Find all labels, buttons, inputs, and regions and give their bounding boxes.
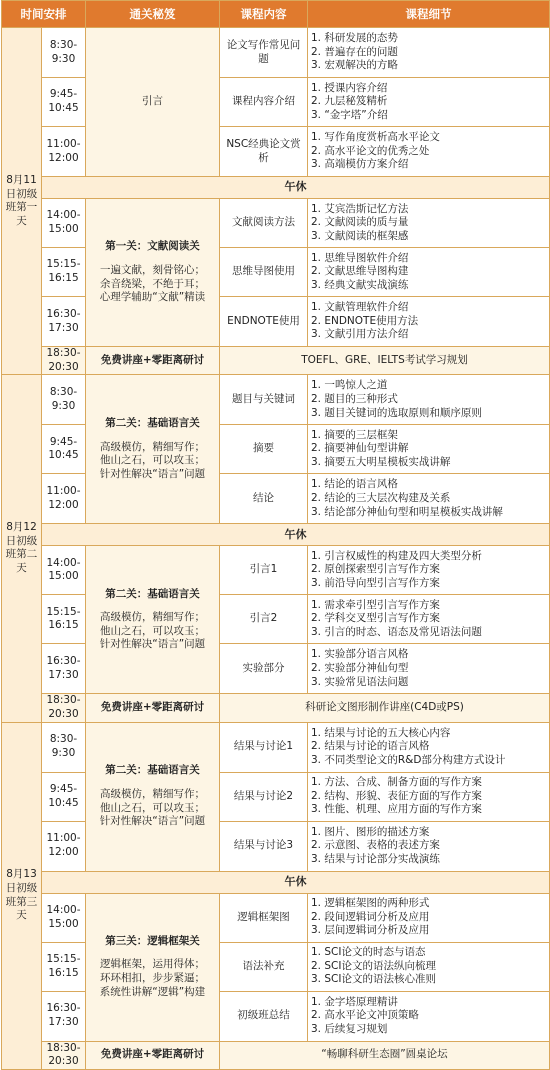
detail-item: 2. 文献阅读的质与量 [311,216,409,229]
time-slot: 15:15- 16:15 [42,248,86,297]
detail-item: 3. 宏观解决的方略 [311,59,398,72]
detail-item: 2. ENDNOTE使用方法 [311,314,419,327]
free-lecture-row [2,694,550,722]
detail-item: 2. SCI论文的语法纵向梳理 [311,959,436,972]
time-slot: 14:00- 15:00 [42,546,86,595]
detail-item: 2. 实验部分神仙句型 [311,661,409,674]
time-slot: 11:00- 12:00 [42,127,86,177]
time-slot: 14:00- 15:00 [42,893,86,942]
table-row [2,595,550,644]
detail-item: 1. 摘要的三层框架 [311,428,398,441]
tips-body: 逻辑框架，运用得体； 环环相扣，步步紧逼； 系统性讲解“逻辑”构建 [99,958,206,998]
detail-item: 2. 结论的三大层次构建及关系 [311,491,451,504]
detail-item: 3. 经典文献实战演练 [311,278,409,291]
detail-item: 2. 示意图、表格的表述方案 [311,839,440,852]
table-row [2,942,550,991]
detail-item: 1. 艾宾浩斯记忆方法 [311,202,409,215]
course-content: 结果与讨论1 [220,722,308,772]
table-row [2,248,550,297]
lunch-label: 午休 [42,177,550,199]
time-slot: 11:00- 12:00 [42,821,86,871]
time-slot: 8:30- 9:30 [42,28,86,78]
lunch-label: 午休 [42,524,550,546]
tips-cell [86,722,220,871]
detail-item: 2. 九层秘笈精析 [311,95,388,108]
lunch-row [2,524,550,546]
detail-item: 2. 高水平论文的优秀之处 [311,144,430,157]
schedule-body [2,28,550,1070]
table-row [2,199,550,248]
time-slot: 15:15- 16:15 [42,942,86,991]
course-content: 结论 [220,474,308,524]
detail-item: 2. 普遍存在的问题 [311,45,398,58]
free-lecture-row [2,1041,550,1069]
table-row [2,474,550,524]
free-lecture-label: 免费讲座+零距离研讨 [86,1041,220,1069]
free-lecture-label: 免费讲座+零距离研讨 [86,694,220,722]
day-label [2,722,42,1069]
detail-item: 1. 科研发展的态势 [311,32,398,45]
time-slot: 8:30- 9:30 [42,375,86,425]
detail-item: 1. 需求牵引型引言写作方案 [311,598,440,611]
course-content: ENDNOTE使用 [220,297,308,347]
course-details [308,991,550,1041]
detail-item: 1. 引言权威性的构建及四大类型分析 [311,549,482,562]
table-row [2,722,550,772]
course-content: 课程内容介绍 [220,78,308,127]
table-row [2,78,550,127]
detail-item: 3. “金字塔”介绍 [311,108,388,121]
table-row [2,772,550,821]
day-label [2,28,42,375]
course-details [308,893,550,942]
detail-item: 3. 高端模仿方案介绍 [311,158,409,171]
detail-item: 2. 摘要神仙句型讲解 [311,442,409,455]
detail-item: 1. 授课内容介绍 [311,81,388,94]
course-content: 引言2 [220,595,308,644]
detail-item: 2. 结果与讨论的语言风格 [311,740,430,753]
detail-item: 1. SCI论文的时态与语态 [311,946,426,959]
detail-item: 3. 文献阅读的框架感 [311,229,409,242]
detail-item: 2. 学科交叉型引言写作方案 [311,612,440,625]
course-details [308,375,550,425]
course-content: 摘要 [220,425,308,474]
course-content: 结果与讨论2 [220,772,308,821]
free-lecture-row [2,347,550,375]
tips-title: 第二关：基础语言关 [105,417,200,429]
tips-cell [86,893,220,1041]
course-content: NSC经典论文赏析 [220,127,308,177]
time-slot: 18:30- 20:30 [42,694,86,722]
table-row [2,425,550,474]
time-slot: 16:30- 17:30 [42,644,86,694]
course-content: 引言1 [220,546,308,595]
course-details [308,248,550,297]
tips-cell [86,199,220,347]
course-details [308,297,550,347]
course-details [308,722,550,772]
course-details [308,772,550,821]
lunch-row [2,177,550,199]
tips-title: 第一关：文献阅读关 [105,240,200,253]
tips-title: 第三关：逻辑框架关 [105,934,200,947]
header-row [2,1,550,28]
tips-body: 一遍文献，刻骨铭心； 余音绕梁，不绝于耳； 心理学辅助“文献”精读 [99,263,206,304]
table-row [2,28,550,78]
time-slot: 18:30- 20:30 [42,1041,86,1069]
time-slot: 16:30- 17:30 [42,991,86,1041]
course-details [308,199,550,248]
lunch-label: 午休 [42,871,550,893]
time-slot: 11:00- 12:00 [42,474,86,524]
tips-cell [86,375,220,524]
course-content: 语法补充 [220,942,308,991]
course-content: 文献阅读方法 [220,199,308,248]
detail-item: 2. 高水平论文冲顶策略 [311,1009,419,1022]
course-details [308,78,550,127]
course-details [308,942,550,991]
detail-item: 3. 实验常见语法问题 [311,675,409,688]
free-lecture-label: 免费讲座+零距离研讨 [86,347,220,375]
tips-cell [86,28,220,177]
day-label-text: 8月11日初级班第一天 [5,173,38,227]
schedule-table [1,0,550,1070]
tips-cell [86,546,220,694]
detail-item: 3. 结果与讨论部分实战演练 [311,852,440,865]
course-details [308,546,550,595]
course-content: 逻辑框架图 [220,893,308,942]
detail-item: 3. SCI论文的语法核心准则 [311,973,436,986]
detail-item: 1. 实验部分语言风格 [311,648,409,661]
header-content: 课程内容 [220,1,308,28]
detail-item: 1. 逻辑框架图的两种形式 [311,897,430,910]
detail-item: 2. 文献思维导图构建 [311,265,409,278]
detail-item: 2. 原创探索型引言写作方案 [311,563,440,576]
course-details [308,821,550,871]
time-slot: 8:30- 9:30 [42,722,86,772]
course-details [308,425,550,474]
course-details [308,127,550,177]
time-slot: 18:30- 20:30 [42,347,86,375]
time-slot: 14:00- 15:00 [42,199,86,248]
detail-item: 3. 不同类型论文的R&D部分构建方式设计 [311,753,506,766]
tips-body: 高级模仿，精细写作； 他山之石，可以攻玉； 针对性解决“语言”问题 [99,787,206,828]
free-lecture-topic: “畅聊科研生态圈”圆桌论坛 [220,1041,550,1069]
table-row [2,644,550,694]
course-content: 论文写作常见问题 [220,28,308,78]
table-row [2,127,550,177]
detail-item: 1. 一鸣惊人之道 [311,379,388,392]
detail-item: 3. 层间逻辑词分析及应用 [311,924,430,937]
tips-title: 第二关：基础语言关 [105,587,200,600]
day-label [2,375,42,722]
table-row [2,991,550,1041]
tips-body: 高级模仿，精细写作； 他山之石，可以攻玉； 针对性解决“语言”问题 [99,440,206,480]
table-row [2,375,550,425]
course-content: 题目与关键词 [220,375,308,425]
course-details [308,644,550,694]
course-content: 初级班总结 [220,991,308,1041]
detail-item: 3. 前沿导向型引言写作方案 [311,577,440,590]
header-tips: 通关秘笈 [86,1,220,28]
detail-item: 2. 段间逻辑词分析及应用 [311,910,430,923]
detail-item: 1. 方法、合成、制备方面的写作方案 [311,776,482,789]
detail-item: 1. 结果与讨论的五大核心内容 [311,726,451,739]
course-content: 实验部分 [220,644,308,694]
detail-item: 3. 题目关键词的选取原则和顺序原则 [311,406,482,419]
detail-item: 3. 结论部分神仙句型和明星模板实战讲解 [311,505,503,518]
day-label-text: 8月13日初级班第三天 [5,868,38,922]
detail-item: 3. 性能、机理、应用方面的写作方案 [311,803,482,816]
detail-item: 1. 金字塔原理精讲 [311,995,398,1008]
detail-item: 1. 写作角度赏析高水平论文 [311,131,440,144]
header-time: 时间安排 [2,1,86,28]
detail-item: 3. 摘要五大明星模板实战讲解 [311,456,451,469]
tips-body: 高级模仿，精细写作； 他山之石，可以攻玉； 针对性解决“语言”问题 [99,611,206,651]
header-details: 课程细节 [308,1,550,28]
course-details [308,595,550,644]
time-slot: 16:30- 17:30 [42,297,86,347]
course-details [308,474,550,524]
time-slot: 9:45- 10:45 [42,425,86,474]
course-content: 思维导图使用 [220,248,308,297]
time-slot: 9:45- 10:45 [42,78,86,127]
free-lecture-topic: TOEFL、GRE、IELTS考试学习规划 [220,347,550,375]
time-slot: 15:15- 16:15 [42,595,86,644]
detail-item: 2. 结构、形貌、表征方面的写作方案 [311,789,482,802]
lunch-row [2,871,550,893]
course-details [308,28,550,78]
detail-item: 1. 思维导图软件介绍 [311,251,409,264]
detail-item: 3. 文献引用方法介绍 [311,328,409,341]
detail-item: 1. 文献管理软件介绍 [311,301,409,314]
table-row [2,546,550,595]
course-content: 结果与讨论3 [220,821,308,871]
detail-item: 3. 引言的时态、语态及常见语法问题 [311,626,482,639]
table-row [2,297,550,347]
tips-title: 第二关：基础语言关 [105,764,200,777]
table-row [2,893,550,942]
free-lecture-topic: 科研论文图形制作讲座(C4D或PS) [220,694,550,722]
detail-item: 3. 后续复习规划 [311,1022,388,1035]
tips-body: 引言 [142,95,163,108]
detail-item: 2. 题目的三种形式 [311,392,398,405]
table-row [2,821,550,871]
detail-item: 1. 结论的语言风格 [311,478,398,491]
detail-item: 1. 图片、图形的描述方案 [311,825,430,838]
day-label-text: 8月12日初级班第二天 [5,521,38,575]
time-slot: 9:45- 10:45 [42,772,86,821]
